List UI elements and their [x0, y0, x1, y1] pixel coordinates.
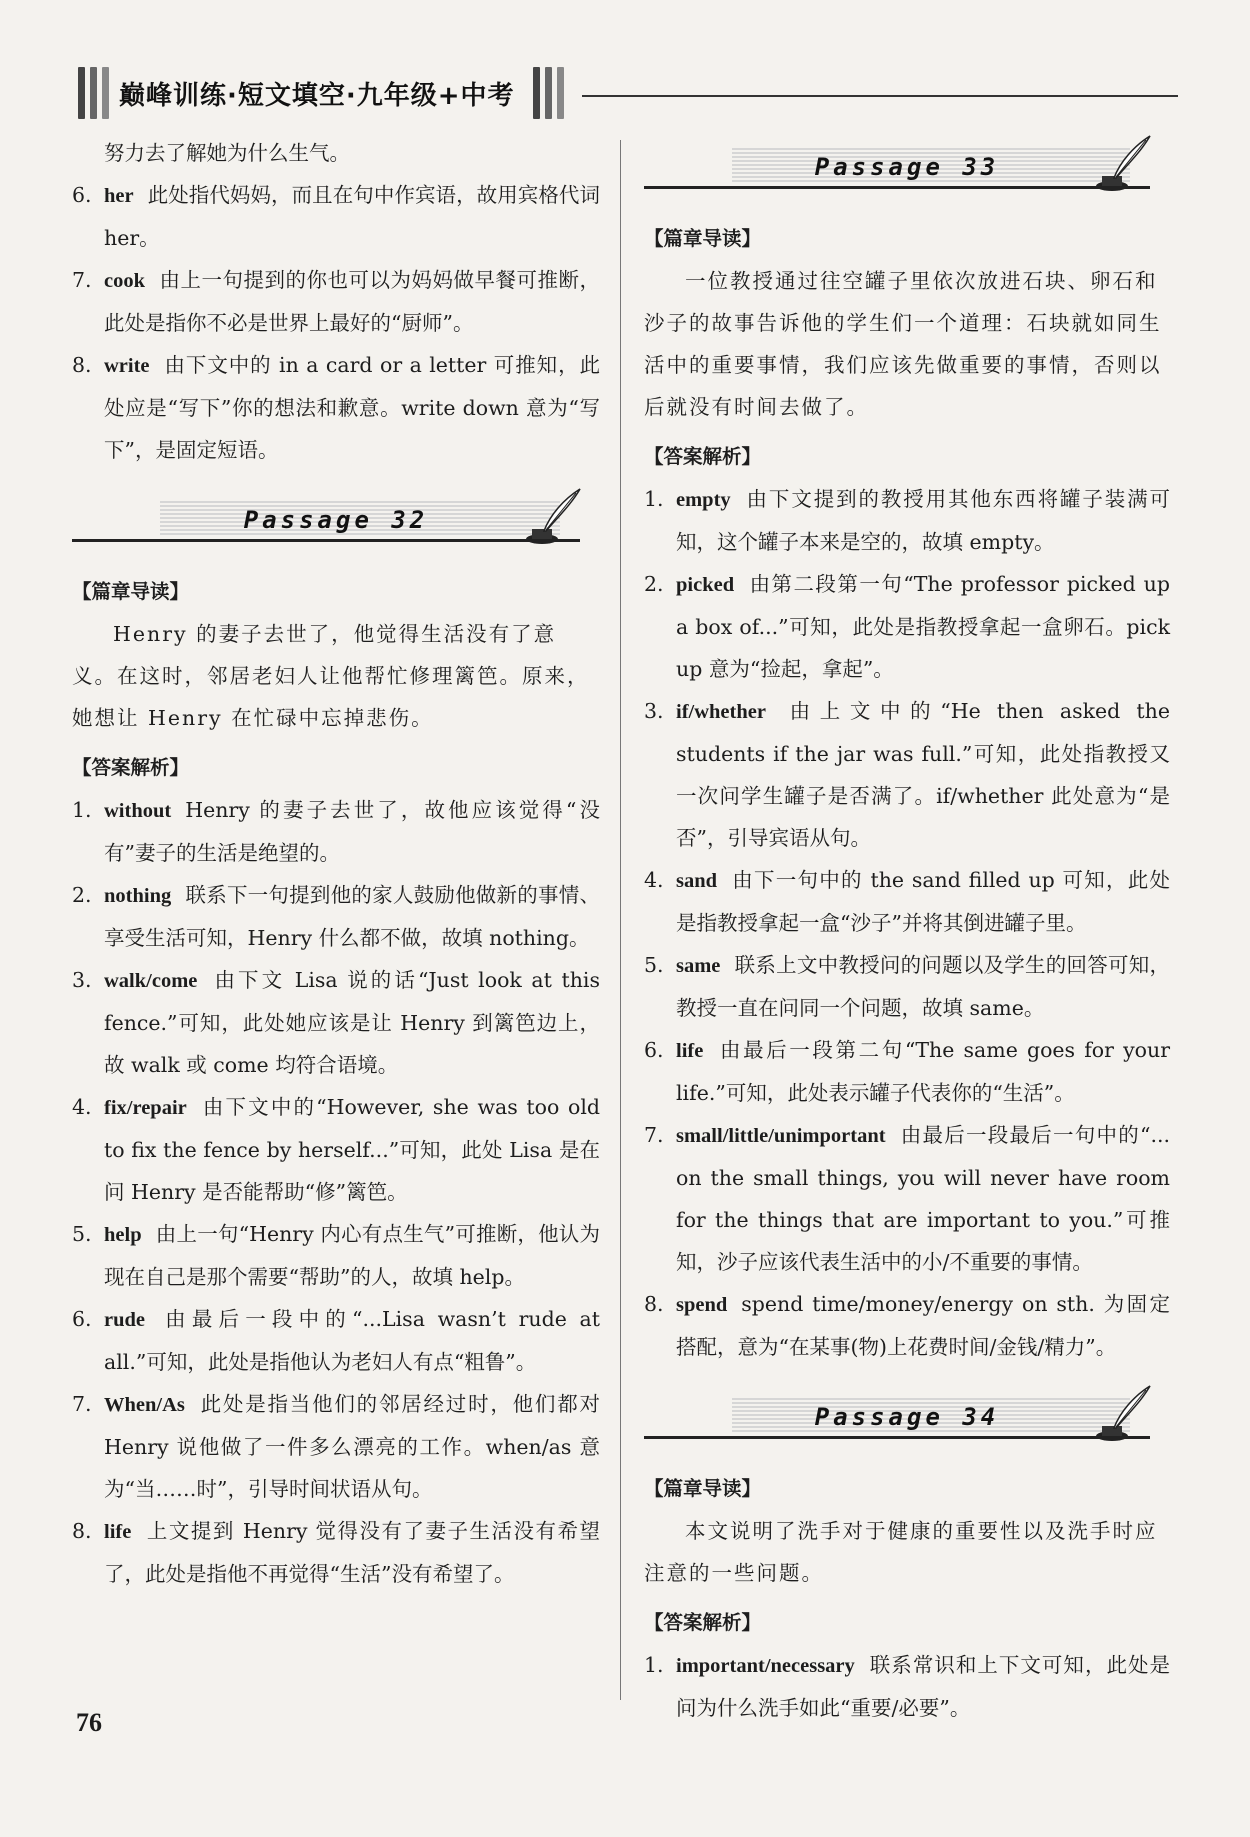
list-item: 6. rude 由最后一段中的“...Lisa wasn’t rude at all.”可知，此处是指他认为老妇人有点“粗鲁”。 — [72, 1307, 600, 1374]
header-rule — [582, 95, 1178, 97]
list-item: 1. without Henry 的妻子去世了，故他应该觉得“没有”妻子的生活是绝望的。 — [72, 798, 600, 865]
answer: help — [104, 1224, 142, 1246]
quill-inkpot-icon — [1090, 1382, 1154, 1446]
analysis-heading: 【答案解析】 — [72, 756, 190, 779]
answer: important/necessary — [676, 1655, 855, 1677]
list-item: 8. write 由下文中的 in a card or a letter 可推知，此处应是“写下”你的想法和歉意。write down 意为“写下”，是固定短语。 — [72, 353, 600, 462]
answer: When/As — [104, 1394, 185, 1416]
list-item: 6. life 由最后一段第二句“The same goes for your life.”可知，此处表示罐子代表你的“生活”。 — [644, 1038, 1170, 1105]
passage-label: Passage 34 — [814, 1403, 1000, 1431]
list-item: 7. cook 由上一句提到的你也可以为妈妈做早餐可推断，此处是指你不必是世界上最好的“厨师”。 — [72, 268, 600, 335]
guide-heading: 【篇章导读】 — [644, 227, 762, 250]
guide-heading: 【篇章导读】 — [72, 580, 190, 603]
answer: life — [676, 1040, 704, 1062]
answer: life — [104, 1521, 132, 1543]
page-header — [78, 58, 1178, 128]
answer: her — [104, 185, 134, 207]
list-item: 8. life 上文提到 Henry 觉得没有了妻子生活没有希望了，此处是指他不再觉得“生活”没有希望了。 — [72, 1519, 600, 1586]
answer: sand — [676, 870, 718, 892]
list-item: 7. When/As 此处是指当他们的邻居经过时，他们都对 Henry 说他做了一件多么漂亮的工作。when/as 意为“当……时”，引导时间状语从句。 — [72, 1392, 600, 1501]
answer: spend — [676, 1294, 728, 1316]
answer: empty — [676, 489, 731, 511]
list-item: 4. sand 由下一句中的 the sand filled up 可知，此处是指教授拿起一盒“沙子”并将其倒进罐子里。 — [644, 868, 1170, 935]
list-item: 2. nothing 联系下一句提到他的家人鼓励他做新的事情、享受生活可知，Henry 什么都不做，故填 nothing。 — [72, 883, 600, 950]
answer: same — [676, 955, 721, 977]
list-item: 8. spend spend time/money/energy on sth. 为固定搭配，意为“在某事(物)上花费时间/金钱/精力”。 — [644, 1292, 1170, 1359]
answer: picked — [676, 574, 735, 596]
answer: nothing — [104, 885, 172, 907]
header-title: 巅峰训练·短文填空·九年级+中考 — [119, 80, 515, 111]
list-item: 5. help 由上一句“Henry 内心有点生气”可推断，他认为现在自己是那个需要“帮助”的人，故填 help。 — [72, 1222, 600, 1289]
guide-text: 一位教授通过往空罐子里依次放进石块、卵石和沙子的故事告诉他的学生们一个道理：石块就如同生活中的重要事情，我们应该先做重要的事情，否则以后就没有时间去做了。 — [644, 269, 1162, 419]
analysis-heading: 【答案解析】 — [644, 1611, 762, 1634]
list-item: 3. walk/come 由下文 Lisa 说的话“Just look at this fence.”可知，此处她应该是让 Henry 到篱笆边上，故 walk 或 come 均符合语境。 — [72, 968, 600, 1077]
right-column — [644, 132, 1170, 1729]
column-divider — [620, 140, 621, 1700]
answer: walk/come — [104, 970, 198, 992]
list-item: 7. small/little/unimportant 由最后一段最后一句中的“... on the small things, you will never have room for the things that are important to you.”可推知，沙子应该代表生活中的小/不重要的事情。 — [644, 1123, 1170, 1274]
continuation-text: 努力去了解她为什么生气。 — [104, 141, 350, 165]
passage-heading-33 — [644, 132, 1170, 208]
analysis-heading: 【答案解析】 — [644, 445, 762, 468]
header-bars-left — [78, 67, 109, 119]
answer: rude — [104, 1309, 145, 1331]
passage-label: Passage 32 — [243, 506, 429, 534]
passage-label: Passage 33 — [814, 153, 1000, 181]
answer: if/whether — [676, 701, 766, 723]
quill-inkpot-icon — [1090, 132, 1154, 196]
passage-heading-34 — [644, 1382, 1170, 1458]
answer: cook — [104, 270, 145, 292]
list-item: 3. if/whether 由上文中的“He then asked the students if the jar was full.”可知，此处指教授又一次问学生罐子是否满了。if/whether 此处意为“是否”，引导宾语从句。 — [644, 699, 1170, 850]
header-bars-right — [533, 67, 564, 119]
guide-text: Henry 的妻子去世了，他觉得生活没有了意义。在这时，邻居老妇人让他帮忙修理篱笆。原来，她想让 Henry 在忙碌中忘掉悲伤。 — [72, 622, 590, 730]
guide-text: 本文说明了洗手对于健康的重要性以及洗手时应注意的一些问题。 — [644, 1519, 1158, 1585]
page-number: 76 — [76, 1708, 102, 1737]
quill-inkpot-icon — [520, 485, 584, 549]
list-item: 5. same 联系上文中教授问的问题以及学生的回答可知，教授一直在问同一个问题，故填 same。 — [644, 953, 1170, 1020]
guide-heading: 【篇章导读】 — [644, 1477, 762, 1500]
list-item: 4. fix/repair 由下文中的“However, she was too old to fix the fence by herself...”可知，此处 Lisa 是在问 Henry 是否能帮助“修”篱笆。 — [72, 1095, 600, 1204]
list-item: 6. her 此处指代妈妈，而且在句中作宾语，故用宾格代词 her。 — [72, 183, 600, 250]
list-item: 1. empty 由下文提到的教授用其他东西将罐子装满可知，这个罐子本来是空的，故填 empty。 — [644, 487, 1170, 554]
answer: without — [104, 800, 172, 822]
answer: small/little/unimportant — [676, 1125, 886, 1147]
left-column — [72, 132, 600, 1595]
list-item: 1. important/necessary 联系常识和上下文可知，此处是问为什么洗手如此“重要/必要”。 — [644, 1653, 1170, 1720]
answer: fix/repair — [104, 1097, 187, 1119]
list-item: 2. picked 由第二段第一句“The professor picked up a box of...”可知，此处是指教授拿起一盒卵石。pick up 意为“捡起，拿起”。 — [644, 572, 1170, 681]
answer: write — [104, 355, 150, 377]
passage-heading-32 — [72, 485, 600, 561]
